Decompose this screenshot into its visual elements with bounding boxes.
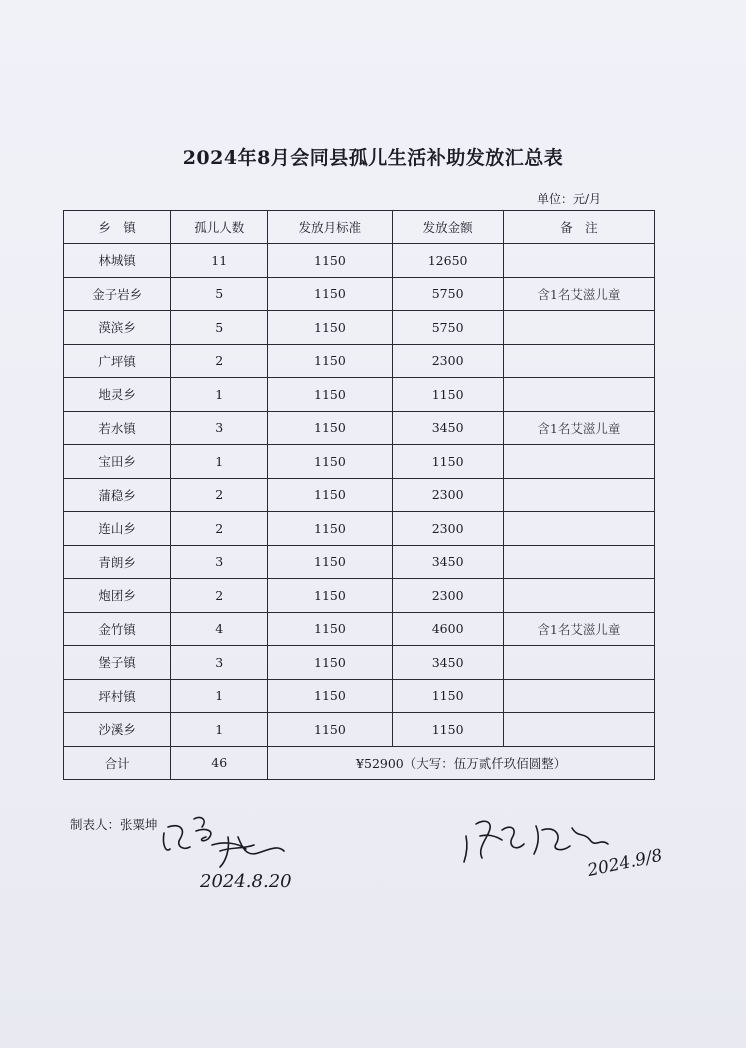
cell-amount: 1150 bbox=[392, 445, 503, 479]
left-signature bbox=[150, 805, 320, 900]
cell-note bbox=[503, 478, 654, 512]
table-row bbox=[64, 612, 655, 646]
cell-amount: 1150 bbox=[392, 713, 503, 747]
cell-count: 3 bbox=[171, 646, 268, 680]
cell-count: 5 bbox=[171, 277, 268, 311]
cell-count: 2 bbox=[171, 344, 268, 378]
cell-standard: 1150 bbox=[268, 713, 392, 747]
cell-note bbox=[503, 445, 654, 479]
cell-count: 2 bbox=[171, 579, 268, 613]
cell-amount: 3450 bbox=[392, 646, 503, 680]
cell-count: 1 bbox=[171, 445, 268, 479]
cell-standard: 1150 bbox=[268, 411, 392, 445]
unit-label: 单位：元/月 bbox=[537, 192, 602, 206]
cell-standard: 1150 bbox=[268, 579, 392, 613]
prepared-by: 制表人：张粟坤 bbox=[70, 817, 158, 832]
cell-town: 炮团乡 bbox=[64, 579, 171, 613]
cell-town: 若水镇 bbox=[64, 411, 171, 445]
table-row bbox=[64, 478, 655, 512]
cell-amount: 4600 bbox=[392, 612, 503, 646]
cell-amount: 2300 bbox=[392, 478, 503, 512]
cell-note bbox=[503, 713, 654, 747]
cell-note bbox=[503, 311, 654, 345]
cell-standard: 1150 bbox=[268, 679, 392, 713]
table-row bbox=[64, 512, 655, 546]
cell-count: 1 bbox=[171, 713, 268, 747]
cell-count: 4 bbox=[171, 612, 268, 646]
cell-amount: 5750 bbox=[392, 277, 503, 311]
cell-amount: 2300 bbox=[392, 512, 503, 546]
cell-note: 含1名艾滋儿童 bbox=[503, 612, 654, 646]
cell-count: 2 bbox=[171, 478, 268, 512]
table-row bbox=[64, 679, 655, 713]
cell-standard: 1150 bbox=[268, 378, 392, 412]
table-row bbox=[64, 344, 655, 378]
cell-standard: 1150 bbox=[268, 646, 392, 680]
cell-town: 沙溪乡 bbox=[64, 713, 171, 747]
right-signature-date: 2024.9/8 bbox=[585, 845, 665, 882]
cell-standard: 1150 bbox=[268, 512, 392, 546]
cell-standard: 1150 bbox=[268, 277, 392, 311]
header-standard: 发放月标准 bbox=[268, 211, 392, 244]
cell-count: 1 bbox=[171, 378, 268, 412]
cell-town: 漠滨乡 bbox=[64, 311, 171, 345]
cell-amount: 12650 bbox=[392, 244, 503, 278]
cell-note bbox=[503, 344, 654, 378]
cell-amount: 1150 bbox=[392, 679, 503, 713]
cell-standard: 1150 bbox=[268, 545, 392, 579]
total-amount-text: ¥52900（大写：伍万贰仟玖佰圆整） bbox=[268, 746, 655, 780]
cell-note: 含1名艾滋儿童 bbox=[503, 277, 654, 311]
left-signature-date: 2024.8.20 bbox=[200, 871, 292, 892]
cell-amount: 1150 bbox=[392, 378, 503, 412]
cell-note bbox=[503, 545, 654, 579]
table-row bbox=[64, 411, 655, 445]
table-row bbox=[64, 311, 655, 345]
cell-town: 地灵乡 bbox=[64, 378, 171, 412]
summary-table bbox=[63, 210, 655, 780]
cell-standard: 1150 bbox=[268, 612, 392, 646]
cell-town: 广坪镇 bbox=[64, 344, 171, 378]
cell-town: 金子岩乡 bbox=[64, 277, 171, 311]
cell-amount: 5750 bbox=[392, 311, 503, 345]
cell-amount: 3450 bbox=[392, 545, 503, 579]
total-label: 合计 bbox=[64, 746, 171, 780]
table-row bbox=[64, 545, 655, 579]
cell-town: 林城镇 bbox=[64, 244, 171, 278]
cell-town: 坪村镇 bbox=[64, 679, 171, 713]
table-row bbox=[64, 277, 655, 311]
cell-note bbox=[503, 512, 654, 546]
table-row bbox=[64, 713, 655, 747]
header-count: 孤儿人数 bbox=[171, 211, 268, 244]
cell-town: 金竹镇 bbox=[64, 612, 171, 646]
cell-note bbox=[503, 244, 654, 278]
header-amount: 发放金额 bbox=[392, 211, 503, 244]
cell-standard: 1150 bbox=[268, 445, 392, 479]
cell-note bbox=[503, 579, 654, 613]
table-row bbox=[64, 646, 655, 680]
table-row bbox=[64, 378, 655, 412]
cell-town: 堡子镇 bbox=[64, 646, 171, 680]
table-header-row bbox=[64, 211, 655, 244]
total-count: 46 bbox=[171, 746, 268, 780]
table-row bbox=[64, 445, 655, 479]
table-row bbox=[64, 244, 655, 278]
cell-count: 5 bbox=[171, 311, 268, 345]
cell-count: 2 bbox=[171, 512, 268, 546]
header-town: 乡 镇 bbox=[64, 211, 171, 244]
cell-count: 3 bbox=[171, 411, 268, 445]
cell-town: 蒲稳乡 bbox=[64, 478, 171, 512]
cell-amount: 2300 bbox=[392, 344, 503, 378]
cell-town: 青朗乡 bbox=[64, 545, 171, 579]
total-row bbox=[64, 746, 655, 780]
cell-note bbox=[503, 646, 654, 680]
cell-count: 3 bbox=[171, 545, 268, 579]
cell-town: 宝田乡 bbox=[64, 445, 171, 479]
cell-note: 含1名艾滋儿童 bbox=[503, 411, 654, 445]
cell-standard: 1150 bbox=[268, 344, 392, 378]
cell-standard: 1150 bbox=[268, 311, 392, 345]
cell-amount: 3450 bbox=[392, 411, 503, 445]
cell-standard: 1150 bbox=[268, 244, 392, 278]
cell-count: 1 bbox=[171, 679, 268, 713]
cell-count: 11 bbox=[171, 244, 268, 278]
table-row bbox=[64, 579, 655, 613]
document-title: 2024年8月会同县孤儿生活补助发放汇总表 bbox=[182, 147, 564, 169]
cell-amount: 2300 bbox=[392, 579, 503, 613]
cell-note bbox=[503, 679, 654, 713]
cell-town: 连山乡 bbox=[64, 512, 171, 546]
right-signature bbox=[458, 800, 678, 895]
header-note: 备 注 bbox=[503, 211, 654, 244]
cell-standard: 1150 bbox=[268, 478, 392, 512]
cell-note bbox=[503, 378, 654, 412]
